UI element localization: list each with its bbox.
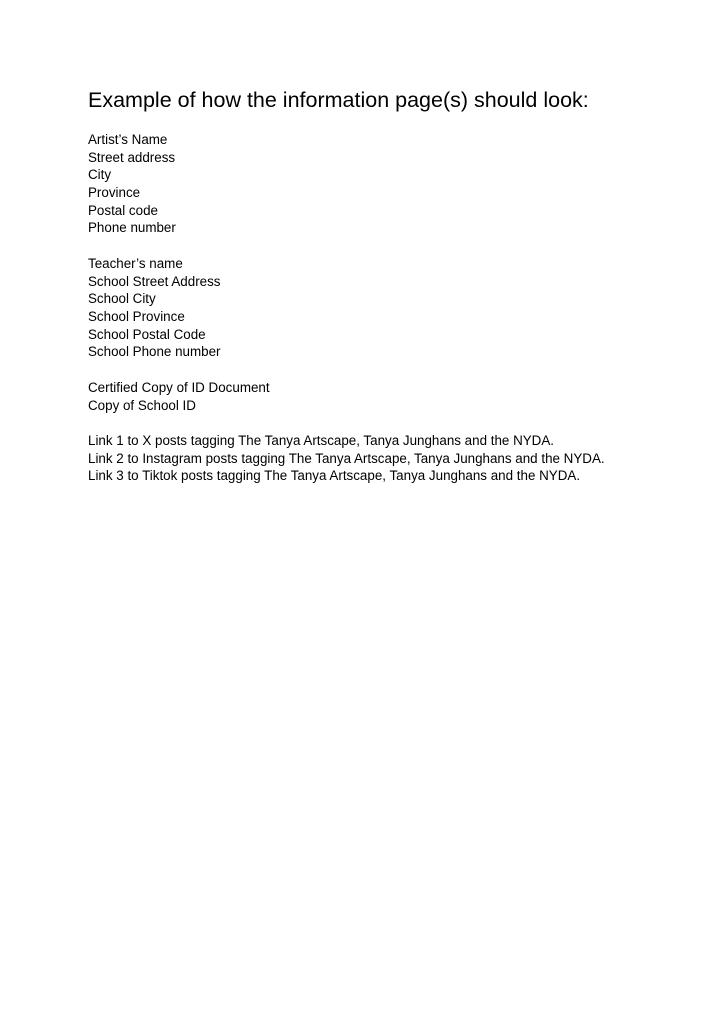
postal-code-line: Postal code	[88, 202, 158, 218]
social-links-list	[88, 432, 605, 485]
school-phone-number-line: School Phone number	[88, 344, 221, 360]
school-city-line: School City	[88, 291, 156, 307]
link-x-line: Link 1 to X posts tagging The Tanya Artscape, Tanya Junghans and the NYDA.	[88, 433, 555, 448]
school-id-line: Copy of School ID	[88, 397, 196, 413]
artist-details-list	[88, 131, 176, 237]
street-address-line: Street address	[88, 149, 176, 165]
link-tiktok-line: Link 3 to Tiktok posts tagging The Tanya Artscape, Tanya Junghans and the NYDA.	[88, 468, 581, 484]
link-instagram-line: Link 2 to Instagram posts tagging The Tanya Artscape, Tanya Junghans and the NYDA.	[88, 450, 605, 466]
province-line: Province	[88, 185, 141, 201]
city-line: City	[88, 167, 112, 183]
phone-number-line: Phone number	[88, 220, 176, 236]
school-street-address-line: School Street Address	[88, 273, 221, 289]
page-title: Example of how the information page(s) should look:	[88, 88, 589, 112]
school-details-list	[88, 255, 221, 361]
id-documents-list	[88, 379, 270, 414]
certified-id-line: Certified Copy of ID Document	[88, 380, 270, 395]
teacher-name-line: Teacher’s name	[88, 256, 183, 271]
school-postal-code-line: School Postal Code	[88, 326, 206, 342]
artist-name-line: Artist’s Name	[88, 132, 168, 147]
school-province-line: School Province	[88, 309, 185, 325]
